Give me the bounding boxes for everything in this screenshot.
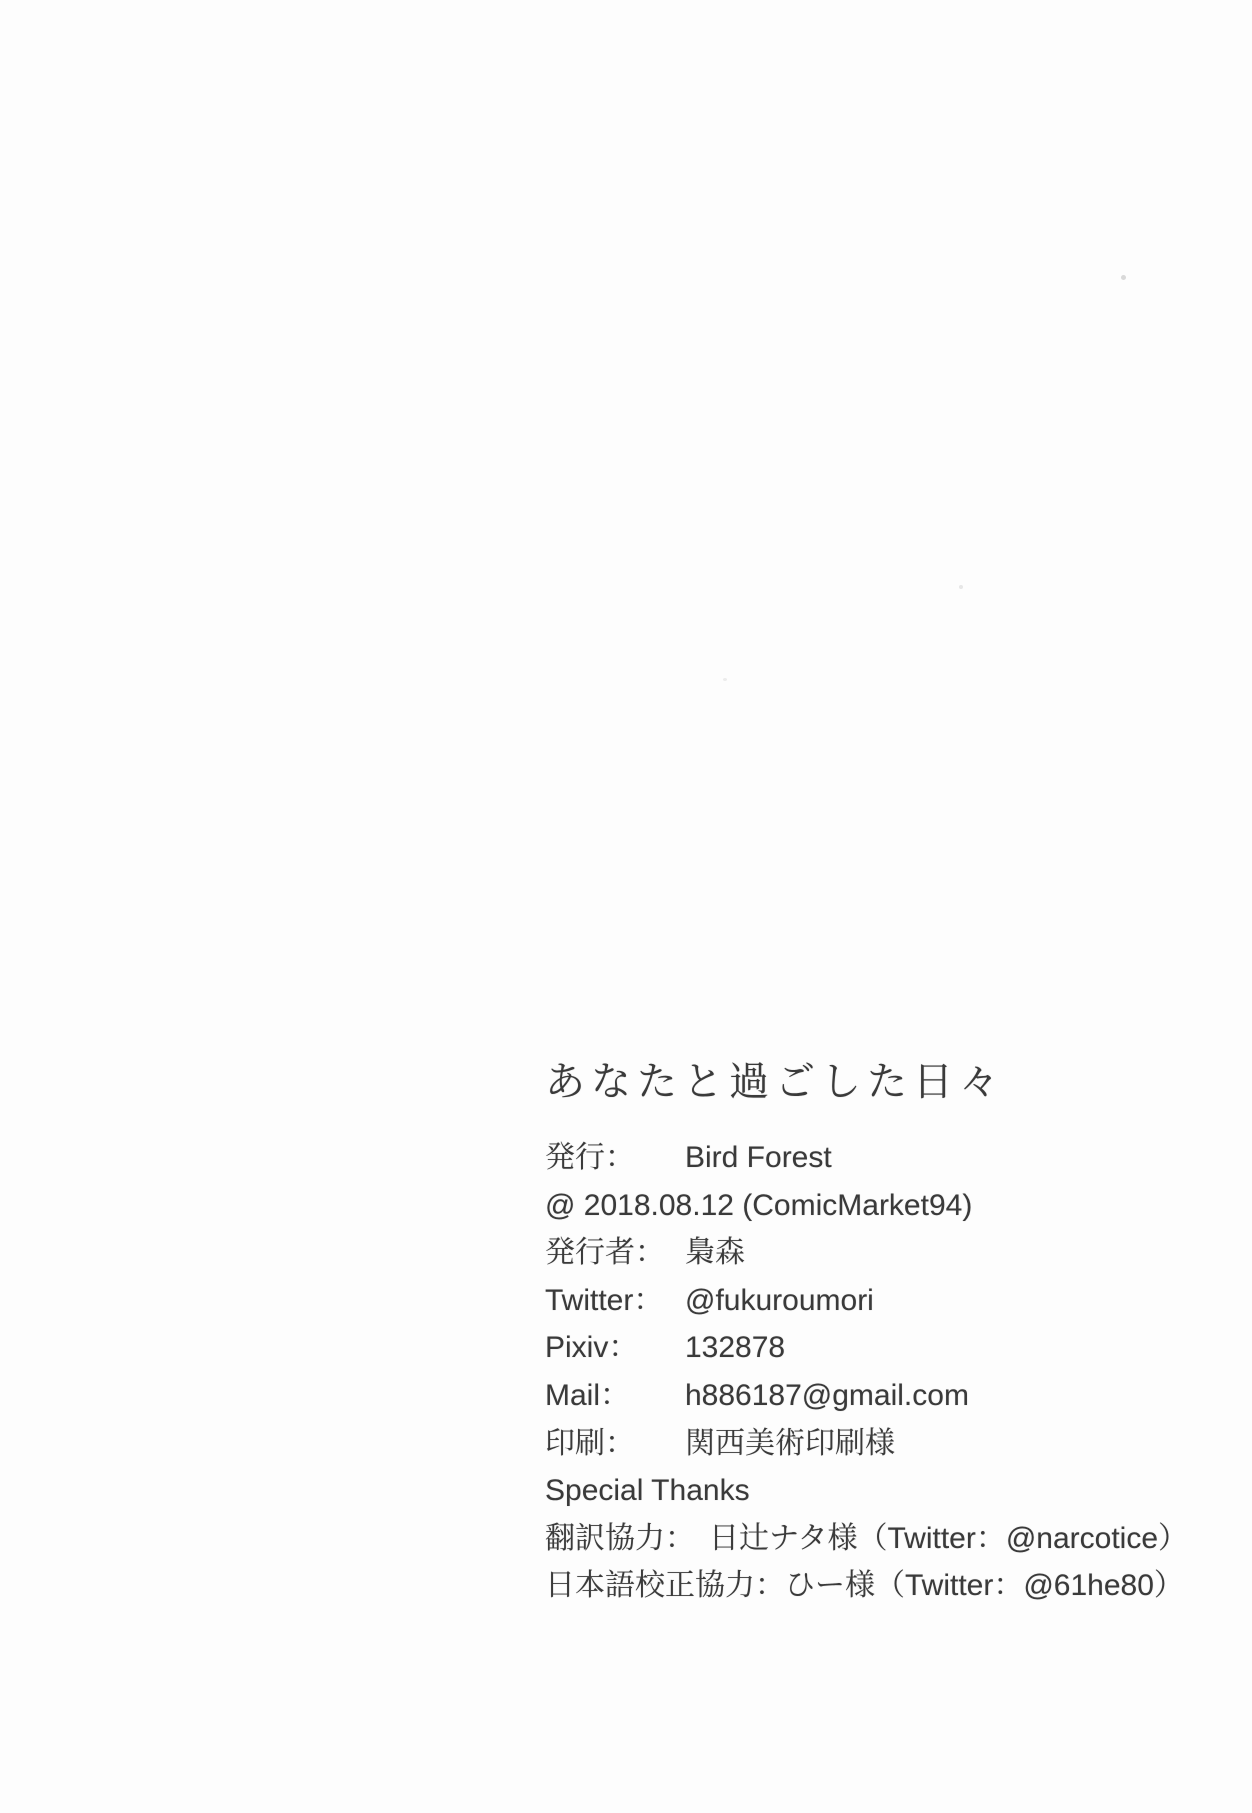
row-value: @ 2018.08.12 (ComicMarket94): [545, 1188, 973, 1222]
row-twitter: [545, 1277, 1188, 1325]
row-value: 132878: [685, 1331, 786, 1365]
row-label: 印刷：: [545, 1426, 635, 1460]
row-value: @fukuroumori: [685, 1283, 874, 1317]
colophon-credits-block: [545, 1134, 1188, 1610]
row-label: 発行：: [545, 1141, 635, 1174]
row-label: 発行者：: [545, 1236, 665, 1270]
row-special-thanks: [545, 1467, 1188, 1515]
row-label: Pixiv：: [545, 1331, 639, 1365]
row-printer: [545, 1420, 1188, 1468]
row-label: Mail：: [545, 1378, 631, 1412]
row-pixiv: [545, 1324, 1188, 1372]
row-value: 梟森: [685, 1236, 745, 1270]
row-translation-credit: [545, 1515, 1188, 1563]
book-title: あなたと過ごした日々: [545, 1060, 1005, 1104]
row-proofreading-credit: [545, 1562, 1188, 1610]
row-value: 関西美術印刷様: [685, 1426, 895, 1460]
row-publisher: [545, 1134, 1188, 1182]
row-label: Twitter：: [545, 1283, 664, 1317]
row-value: h886187@gmail.com: [685, 1378, 969, 1412]
row-label: 翻訳協力：: [545, 1521, 695, 1555]
row-event-date: [545, 1182, 1188, 1230]
row-author: [545, 1229, 1188, 1277]
row-mail: [545, 1372, 1188, 1420]
row-value: 日本語校正協力：ひー様（Twitter：@61he80）: [545, 1569, 1184, 1603]
row-value: 日辻ナタ様（Twitter：@narcotice）: [709, 1521, 1189, 1555]
scan-dust-speck: [723, 678, 727, 681]
row-value: Special Thanks: [545, 1474, 750, 1508]
row-value: Bird Forest: [685, 1141, 832, 1174]
scan-dust-speck: [1121, 275, 1126, 280]
scan-dust-speck: [959, 585, 963, 589]
